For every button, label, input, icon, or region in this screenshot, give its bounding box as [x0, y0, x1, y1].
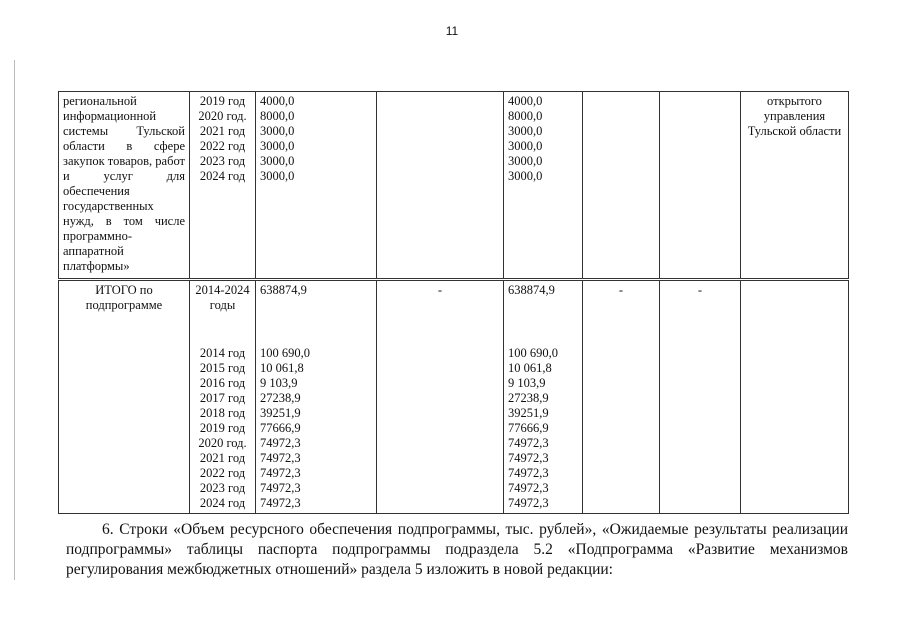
total-period: 2014-2024 годы — [195, 283, 250, 312]
row-responsible: открытого управления Тульской области — [741, 92, 849, 280]
total-federal-cell — [377, 280, 504, 514]
total-local-cell — [583, 280, 660, 514]
total-period-budget: 638874,9 — [508, 283, 555, 297]
page-number: 11 — [445, 24, 459, 38]
row-description: региональной информационной системы Тульской области в сфере закупок товаров, работ и услуг для обеспечения государственных нужд, в том числе программно-аппаратной платформы» — [59, 92, 190, 280]
empty-cell — [377, 92, 504, 280]
total-other: - — [697, 283, 703, 297]
total-sum-cell — [256, 280, 377, 514]
row-budget: 4000,0 8000,0 3000,0 3000,0 3000,0 3000,0 — [504, 92, 583, 280]
row-total: 4000,0 8000,0 3000,0 3000,0 3000,0 3000,0 — [256, 92, 377, 280]
total-years-cell — [190, 280, 256, 514]
total-label: ИТОГО по подпрограмме — [59, 280, 190, 514]
total-years: 2014 год 2015 год 2016 год 2017 год 2018 год 2019 год 2020 год. 2021 год 2022 год 2023 год 2024 год — [198, 346, 247, 510]
scan-margin-line — [14, 60, 15, 580]
body-paragraph: 6. Строки «Объем ресурсного обеспечения подпрограммы, тыс. рублей», «Ожидаемые результаты реализации подпрограммы» таблицы паспорта подпрограммы подраздела 5.2 «Подпрограмма «Развитие механизмов регулирования межбюджетных отношений» раздела 5 изложить в новой редакции: — [66, 521, 848, 578]
table-row — [59, 92, 849, 280]
row-years: 2019 год 2020 год. 2021 год 2022 год 2023 год 2024 год — [190, 92, 256, 280]
total-budget-cell — [504, 280, 583, 514]
total-period-sum: 638874,9 — [260, 283, 307, 297]
empty-cell — [583, 92, 660, 280]
total-yearly-budget: 100 690,0 10 061,8 9 103,9 27238,9 39251,9 77666,9 74972,3 74972,3 74972,3 74972,3 74972,3 — [508, 346, 558, 510]
table-row — [59, 280, 849, 514]
total-other-cell — [660, 280, 741, 514]
empty-cell — [660, 92, 741, 280]
budget-table — [58, 91, 849, 514]
empty-cell — [741, 280, 849, 514]
total-federal: - — [437, 283, 443, 297]
total-yearly-sums: 100 690,0 10 061,8 9 103,9 27238,9 39251,9 77666,9 74972,3 74972,3 74972,3 74972,3 74972,3 — [260, 346, 310, 510]
total-local: - — [618, 283, 624, 297]
